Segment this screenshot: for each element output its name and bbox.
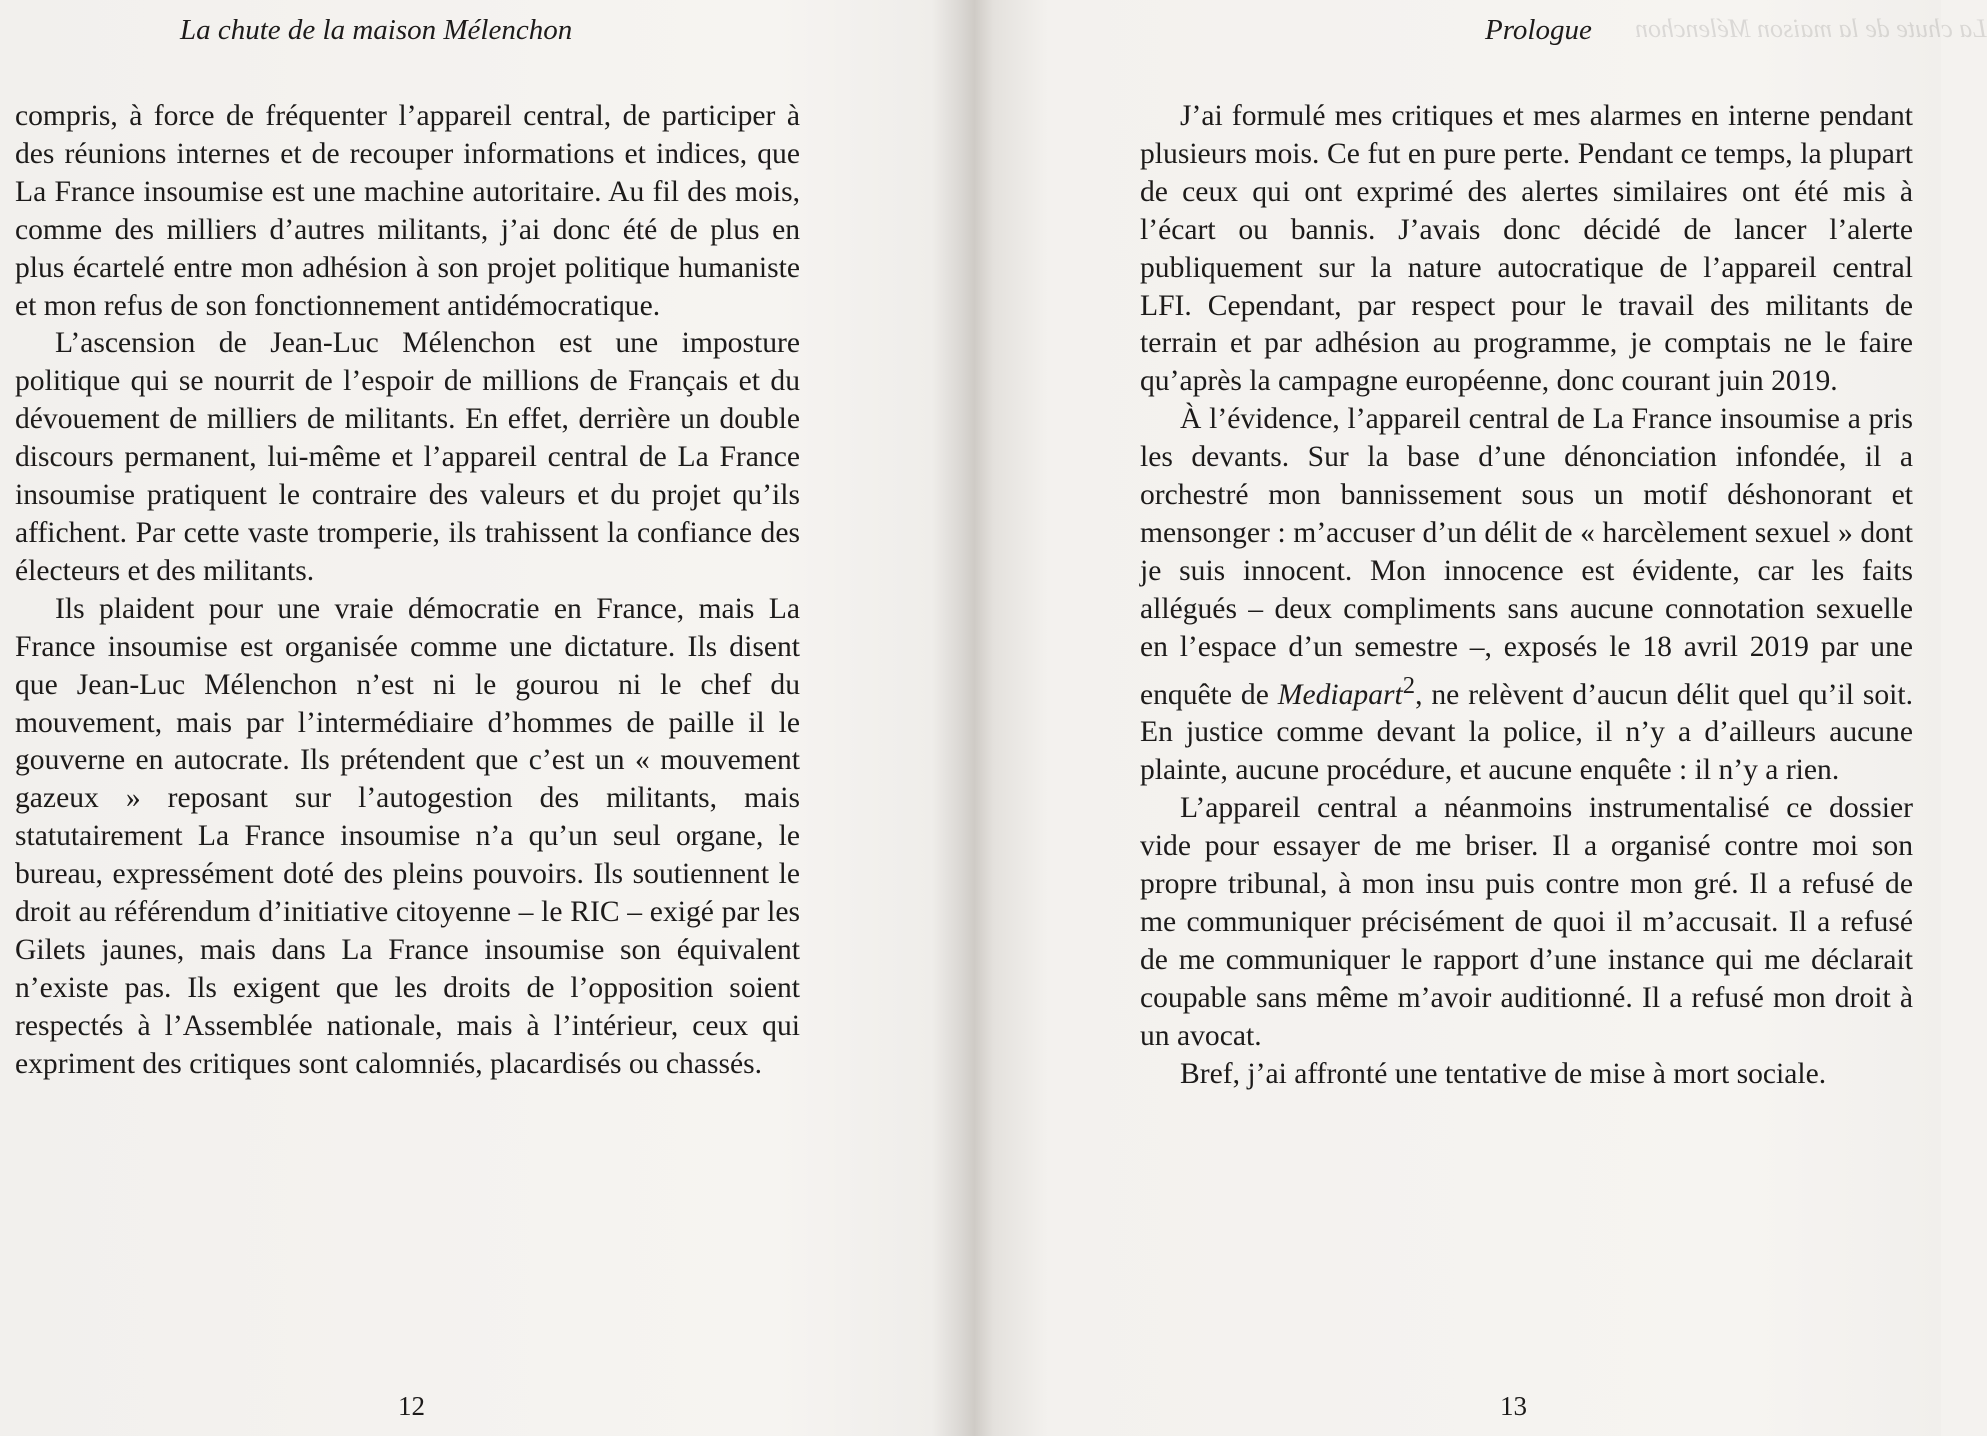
- paragraph: L’appareil central a néanmoins instrumentalisé ce dossier vide pour essayer de me briser. Il a organisé contre moi son propre tribunal, à mon insu puis contre mon gré. Il a refusé de me communiquer précisément de quoi il m’accusait. Il a refusé de me communiquer le rapport d’une instance qui me déclarait coupable sans même m’avoir auditionné. Il a refusé mon droit à un avocat.: [1140, 792, 1913, 1052]
- paragraph-text-end: , ne relèvent d’aucun délit quel qu’il soit. En justice comme devant la police, il n’y a d’ailleurs aucune plainte, aucune procédure, et aucune enquête : il n’y a rien.: [1140, 678, 1913, 787]
- running-head-left: La chute de la maison Mélenchon: [180, 14, 573, 46]
- paragraph-text: À l’évidence, l’appareil central de La France insoumise a pris les devants. Sur la base d’une dénonciation infondée, il a orchestré mon bannissement sous un motif déshonorant et mensonger : m’accuser d’un délit de « harcèlement sexuel » dont je suis innocent. Mon innocence est évidente, car les faits allégués – deux compliments sans aucune connotation sexuelle en l’espace d’un semestre –, exposés le 18 avril 2019 par une enquête de: [1140, 403, 1913, 711]
- left-page: [0, 0, 960, 1436]
- publication-name: Mediapart: [1277, 678, 1403, 711]
- paragraph: L’ascension de Jean-Luc Mélenchon est une imposture politique qui se nourrit de l’espoir de millions de Français et du dévouement de milliers de militants. En effet, derrière un double discours permanent, lui-même et l’appareil central de La France insoumise pratiquent le contraire des valeurs et du projet qu’ils affichent. Par cette vaste tromperie, ils trahissent la confiance des électeurs et des militants.: [15, 327, 800, 587]
- left-page-text: [15, 98, 800, 1084]
- paragraph: J’ai formulé mes critiques et mes alarmes en interne pendant plusieurs mois. Ce fut en pure perte. Pendant ce temps, la plupart de ceux qui ont exprimé des alertes similaires ont été mis à l’écart ou bannis. J’avais donc décidé de lancer l’alerte publiquement sur la nature autocratique de l’appareil central LFI. Cependant, par respect pour le travail des militants de terrain et par adhésion au programme, je comptais ne le faire qu’après la campagne européenne, donc courant juin 2019.: [1140, 100, 1913, 398]
- page-number-left: 12: [398, 1391, 425, 1421]
- paragraph: Ils plaident pour une vraie démocratie en France, mais La France insoumise est organisée comme une dictature. Ils disent que Jean-Luc Mélenchon n’est ni le gourou ni le chef du mouvement, mais par l’intermédiaire d’hommes de paille il le gouverne en autocrate. Ils prétendent que c’est un « mouvement gazeux » reposant sur l’autogestion des militants, mais statutairement La France insoumise n’a qu’un seul organe, le bureau, expressément doté des pleins pouvoirs. Ils soutiennent le droit au référendum d’initiative citoyenne – le RIC – exigé par les Gilets jaunes, mais dans La France insoumise son équivalent n’existe pas. Ils exigent que les droits de l’opposition soient respectés à l’Assemblée nationale, mais à l’intérieur, ceux qui expriment des critiques sont calomniés, placardisés ou chassés.: [15, 592, 800, 1080]
- running-head-right: Prologue: [1485, 14, 1592, 46]
- show-through-running-head: La chute de la maison Mélenchon: [1635, 14, 1987, 43]
- footnote-marker: 2: [1402, 671, 1416, 699]
- paragraph: [1140, 401, 1913, 790]
- right-page-text: [1140, 98, 1913, 1093]
- paragraph: compris, à force de fréquenter l’appareil central, de participer à des réunions internes et de recouper informations et indices, que La France insoumise est une machine autoritaire. Au fil des mois, comme des milliers d’autres militants, j’ai donc été de plus en plus écartelé entre mon adhésion à son projet politique humaniste et mon refus de son fonctionnement antidémocratique.: [15, 100, 800, 322]
- page-number-right: 13: [1500, 1391, 1527, 1421]
- right-page: [985, 0, 1941, 1436]
- paragraph: Bref, j’ai affronté une tentative de mise à mort sociale.: [1180, 1057, 1827, 1090]
